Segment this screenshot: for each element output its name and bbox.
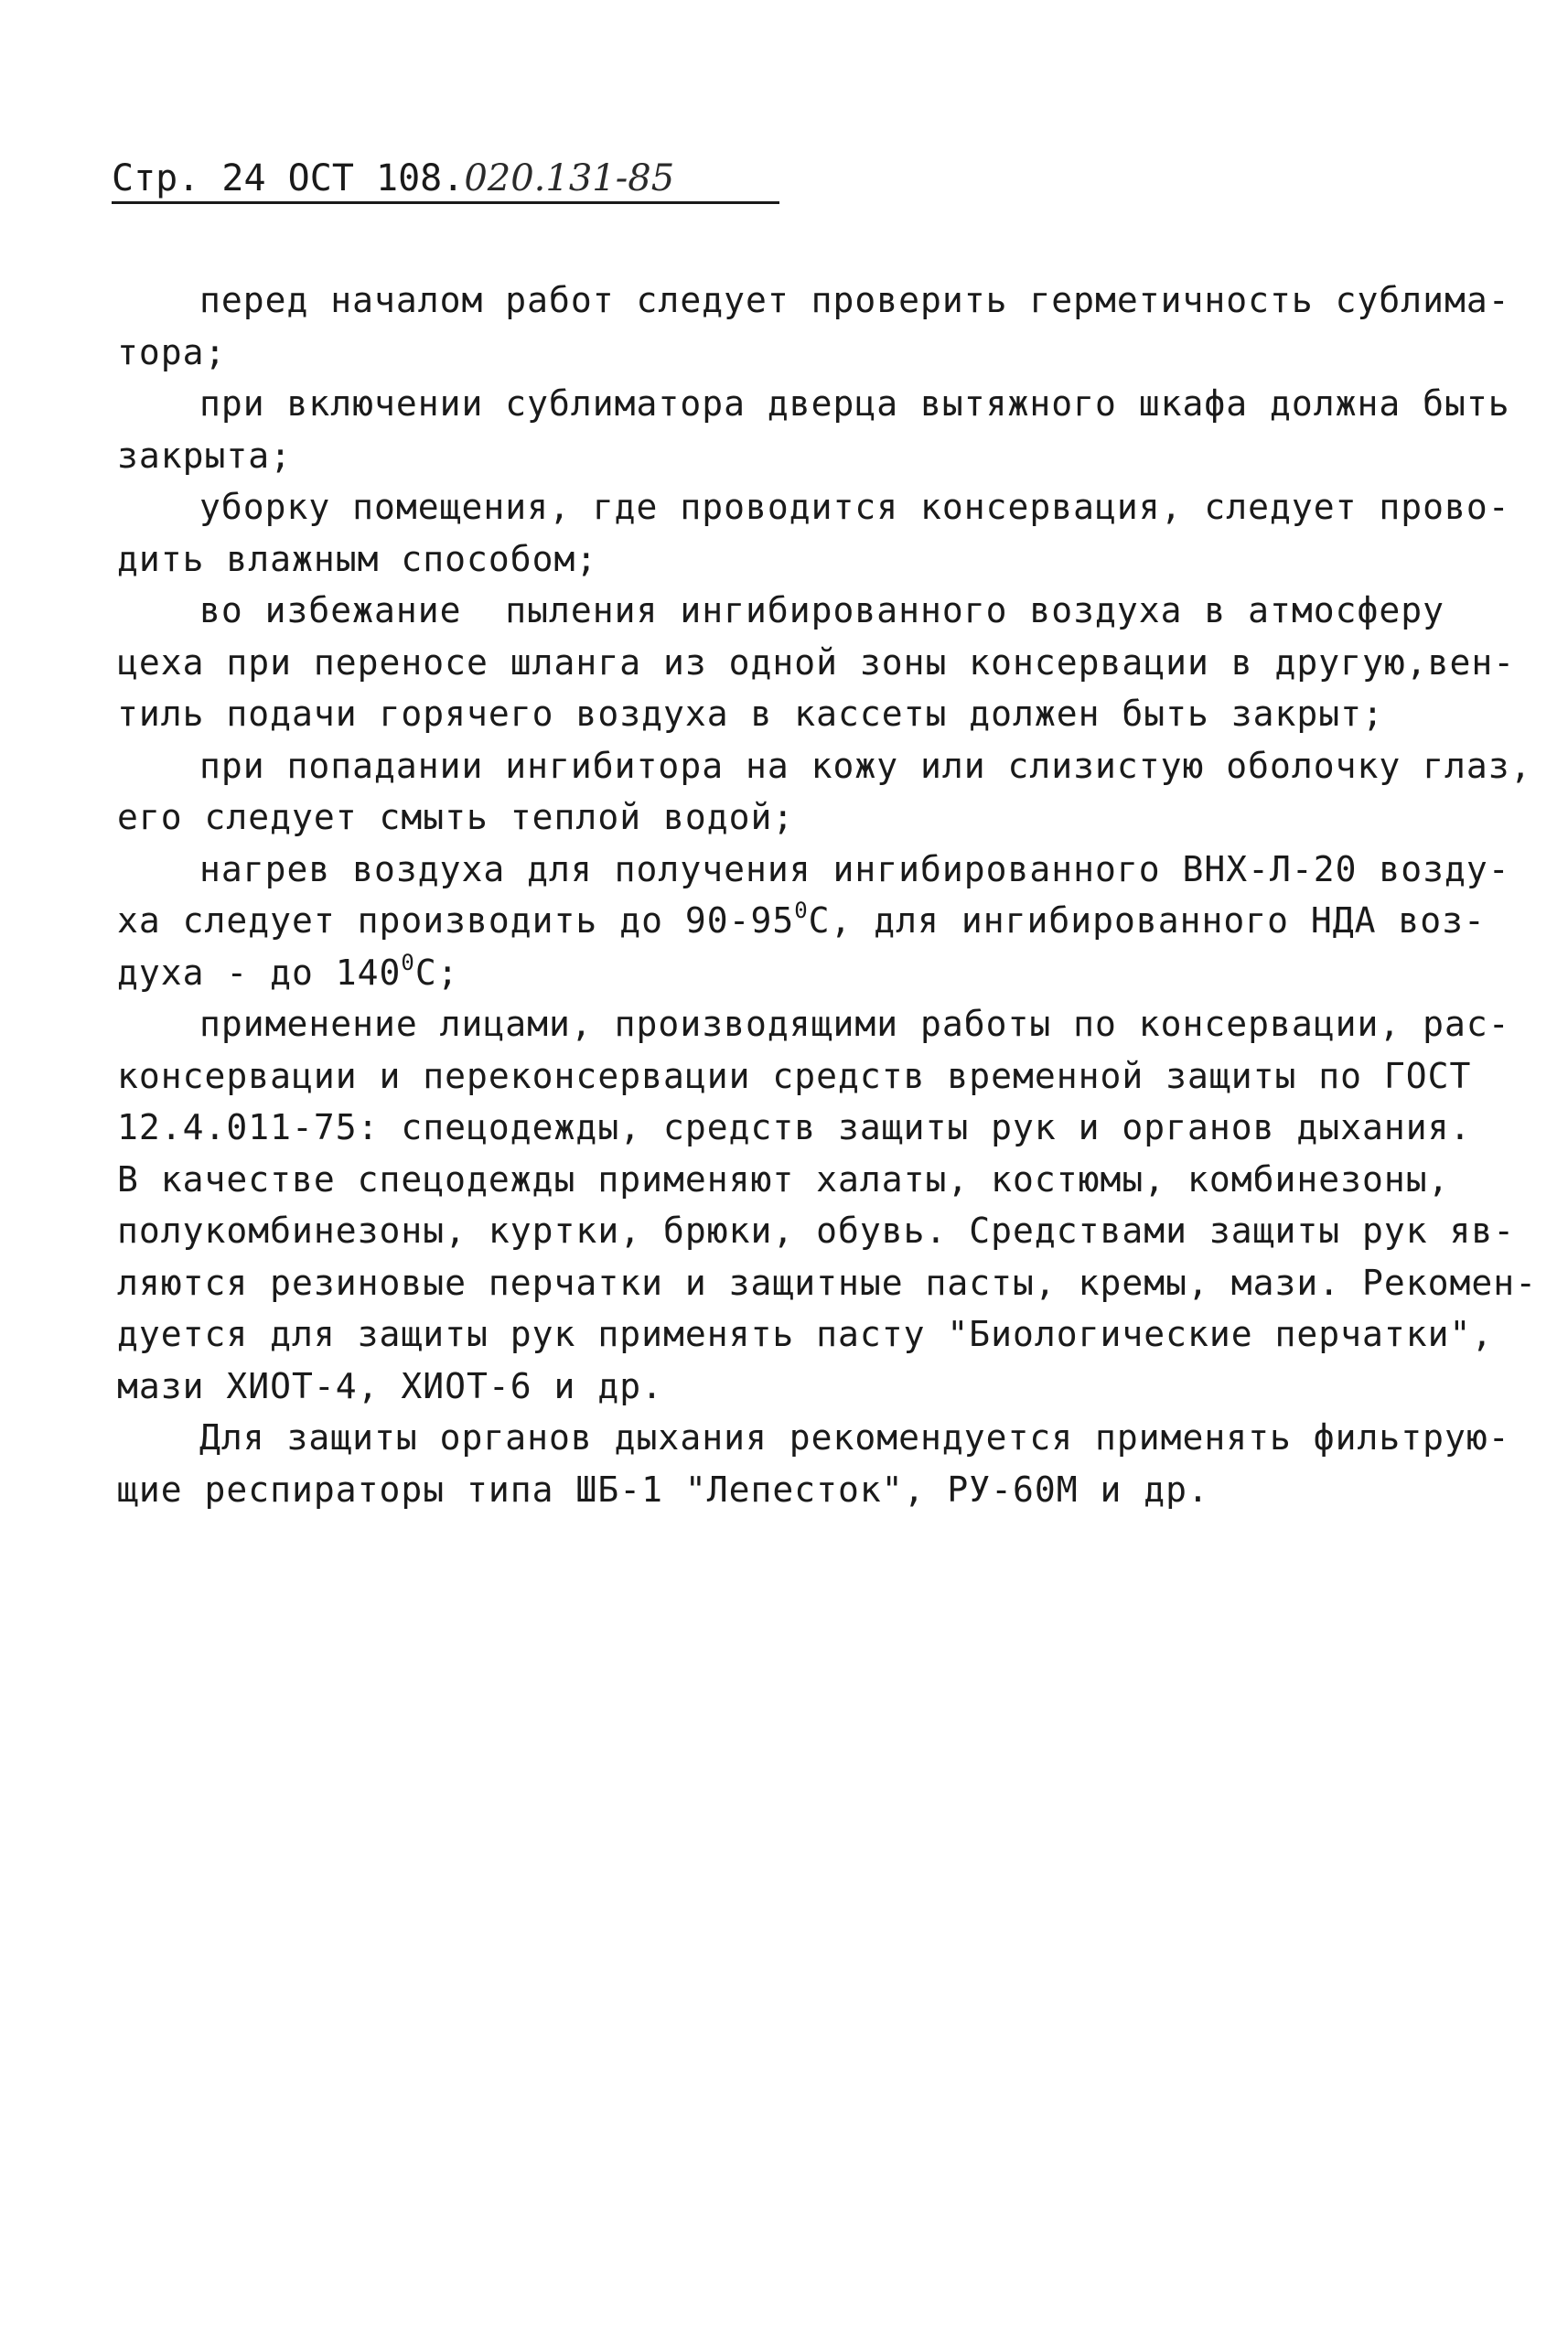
degree-superscript: 0 (401, 949, 415, 975)
text-line: тора; (117, 331, 227, 372)
text-line: щие респираторы типа ШБ-1 "Лепесток", РУ-60М и др. (117, 1469, 1209, 1510)
text-line (117, 895, 1486, 947)
text-line: нагрев воздуха для получения ингибированного ВНХ-Л-20 возду- (199, 848, 1510, 889)
text-fragment: С; (414, 952, 459, 993)
text-line: тиль подачи горячего воздуха в кассеты должен быть закрыт; (117, 694, 1384, 734)
text-line: полукомбинезоны, куртки, брюки, обувь. Средствами защиты рук яв- (117, 1211, 1516, 1251)
text-line: уборку помещения, где проводится консервация, следует прово- (199, 487, 1510, 527)
text-line: цеха при переносе шланга из одной зоны консервации в другую,вен- (117, 641, 1516, 683)
text-fragment: С, для ингибированного НДА воз- (808, 900, 1486, 941)
text-line: консервации и переконсервации средств временной защиты по ГОСТ (117, 1055, 1472, 1096)
text-line: ляются резиновые перчатки и защитные пасты, кремы, мази. Рекомен- (117, 1262, 1538, 1303)
standard-designation: ОСТ 108. (287, 157, 465, 199)
document-body (117, 274, 1538, 1515)
text-fragment: ха следует производить до 90-95 (117, 900, 795, 941)
text-line: дуется для защиты рук применять пасту "Биологические перчатки", (117, 1314, 1494, 1354)
text-line: мази ХИОТ-4, ХИОТ-6 и др. (117, 1365, 663, 1406)
text-line: при попадании ингибитора на кожу или слизистую оболочку глаз, (199, 745, 1532, 786)
handwritten-standard-number: 020.131-85 (464, 157, 675, 199)
page-number-label: Стр. 24 (112, 157, 266, 199)
text-line: закрыта; (117, 435, 293, 476)
degree-superscript: 0 (794, 898, 809, 923)
text-line: В качестве спецодежды применяют халаты, костюмы, комбинезоны, (117, 1158, 1450, 1200)
text-fragment: духа - до 140 (117, 952, 402, 993)
text-line: Для защиты органов дыхания рекомендуется применять фильтрую- (199, 1417, 1510, 1458)
page-header (112, 156, 779, 204)
text-line: перед началом работ следует проверить герметичность сублима- (199, 280, 1510, 320)
text-line: при включении сублиматора дверца вытяжного шкафа должна быть (199, 383, 1510, 424)
text-line: его следует смыть теплой водой; (117, 797, 795, 837)
text-line (117, 947, 1471, 999)
text-line: во избежание пыления ингибированного воздуха в атмосферу (199, 590, 1445, 630)
text-line: дить влажным способом; (117, 538, 598, 579)
text-line: 12.4.011-75: спецодежды, средств защиты рук и органов дыхания. (117, 1107, 1472, 1147)
text-line: применение лицами, производящими работы по консервации, рас- (199, 1004, 1510, 1044)
